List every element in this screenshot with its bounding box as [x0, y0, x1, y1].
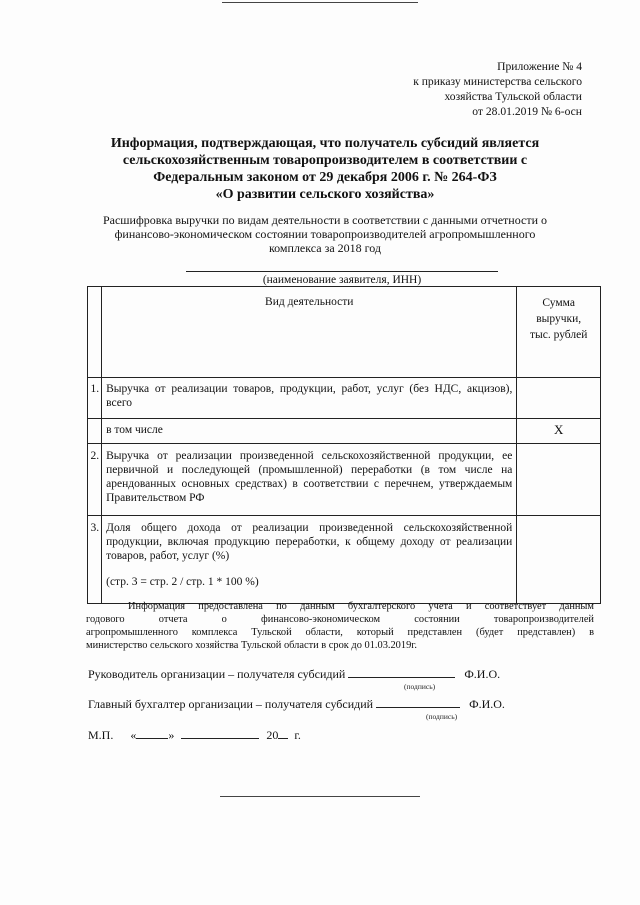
- row-num: 2.: [88, 444, 102, 516]
- day-field[interactable]: [136, 738, 168, 739]
- head-fio-label: Ф.И.О.: [464, 667, 501, 681]
- row-sum-input[interactable]: [517, 444, 601, 516]
- appendix-line: к приказу министерства сельского: [413, 75, 582, 88]
- accountant-signature-row: [88, 697, 505, 712]
- revenue-table: [87, 286, 601, 604]
- table-header-row: [88, 287, 601, 378]
- applicant-field-line[interactable]: [186, 271, 498, 272]
- bottom-rule: [220, 796, 420, 797]
- year-field[interactable]: [278, 738, 288, 739]
- quote-open: «: [130, 728, 137, 742]
- year-suffix: г.: [294, 728, 301, 742]
- row-sum-cell: Х: [517, 419, 601, 444]
- accountant-signature-label: Главный бухгалтер организации – получателя субсидий: [88, 697, 374, 711]
- head-signature-label: Руководитель организации – получателя субсидий: [88, 667, 346, 681]
- month-field[interactable]: [181, 738, 259, 739]
- row-num: 3.: [88, 516, 102, 604]
- header-num-cell: [88, 287, 102, 378]
- head-signature-row: [88, 667, 500, 682]
- head-signature-caption: (подпись): [404, 682, 436, 691]
- subtitle-line: комплекса за 2018 год: [268, 241, 382, 255]
- info-paragraph: [86, 600, 594, 652]
- title-line: Федеральным законом от 29 декабря 2006 г. № 264-ФЗ: [153, 170, 497, 185]
- quote-close: »: [168, 728, 175, 742]
- row-activity: Доля общего дохода от реализации произведенной сельскохозяйственной продукции, включая продукцию переработки, к общему доходу от реализации товаров, работ, услуг (%): [106, 522, 513, 562]
- info-line: годового отчета о финансово-экономическом состоянии товаропроизводителей: [86, 614, 594, 625]
- header-activity-cell: Вид деятельности: [102, 287, 517, 378]
- info-line: агропромышленного комплекса Тульской области, который представлен (будет представлен) в: [86, 627, 594, 638]
- subtitle-line: финансово-экономическом состоянии товаропроизводителей агропромышленного: [114, 227, 536, 241]
- title-line: «О развитии сельского хозяйства»: [215, 187, 435, 202]
- appendix-line: хозяйства Тульской области: [444, 90, 582, 103]
- subtitle-line: Расшифровка выручки по видам деятельности в соответствии с данными отчетности о: [102, 213, 548, 227]
- row-activity-cell: [102, 516, 517, 604]
- row-activity: Выручка от реализации произведенной сельскохозяйственной продукции, ее первичной и последующей (промышленной) переработки (в том числе на арендованных основных средствах) в соответствии с перечнем, утверждаемым Правительством РФ: [102, 444, 517, 516]
- table-row: [88, 516, 601, 604]
- header-sum-line: выручки,: [536, 313, 582, 325]
- year-prefix: 20: [266, 728, 279, 742]
- info-line: Информация предоставлена по данным бухгалтерского учета и соответствует данным: [128, 601, 594, 612]
- document-subtitle: [60, 213, 590, 255]
- accountant-signature-field[interactable]: [376, 707, 460, 708]
- title-line: Информация, подтверждающая, что получатель субсидий является: [110, 136, 540, 151]
- appendix-line: Приложение № 4: [497, 60, 582, 73]
- top-rule: [222, 2, 418, 3]
- head-signature-field[interactable]: [348, 677, 455, 678]
- appendix-block: [342, 59, 582, 119]
- header-sum-line: Сумма: [542, 297, 575, 309]
- row-activity: Выручка от реализации товаров, продукции, работ, услуг (без НДС, акцизов), всего: [102, 378, 517, 419]
- row-sum-input[interactable]: [517, 516, 601, 604]
- header-sum-cell: [517, 287, 601, 378]
- row-formula: (стр. 3 = стр. 2 / стр. 1 * 100 %): [106, 576, 259, 588]
- table-row: [88, 378, 601, 419]
- appendix-line: от 28.01.2019 № 6-осн: [472, 105, 582, 118]
- header-sum-line: тыс. рублей: [529, 329, 588, 341]
- row-num: [88, 419, 102, 444]
- applicant-caption: (наименование заявителя, ИНН): [262, 274, 422, 286]
- accountant-signature-caption: (подпись): [426, 712, 458, 721]
- stamp-label: М.П.: [88, 728, 114, 742]
- accountant-fio-label: Ф.И.О.: [469, 697, 505, 711]
- row-sum-input[interactable]: [517, 378, 601, 419]
- row-num: 1.: [88, 378, 102, 419]
- table-row: [88, 419, 601, 444]
- table-row: [88, 444, 601, 516]
- stamp-date-row: [88, 728, 301, 743]
- row-activity: в том числе: [102, 419, 517, 444]
- document-title: [60, 135, 590, 203]
- info-line: министерство сельского хозяйства Тульской области в срок до 01.03.2019г.: [86, 640, 417, 651]
- title-line: сельскохозяйственным товаропроизводителем в соответствии с: [122, 153, 528, 168]
